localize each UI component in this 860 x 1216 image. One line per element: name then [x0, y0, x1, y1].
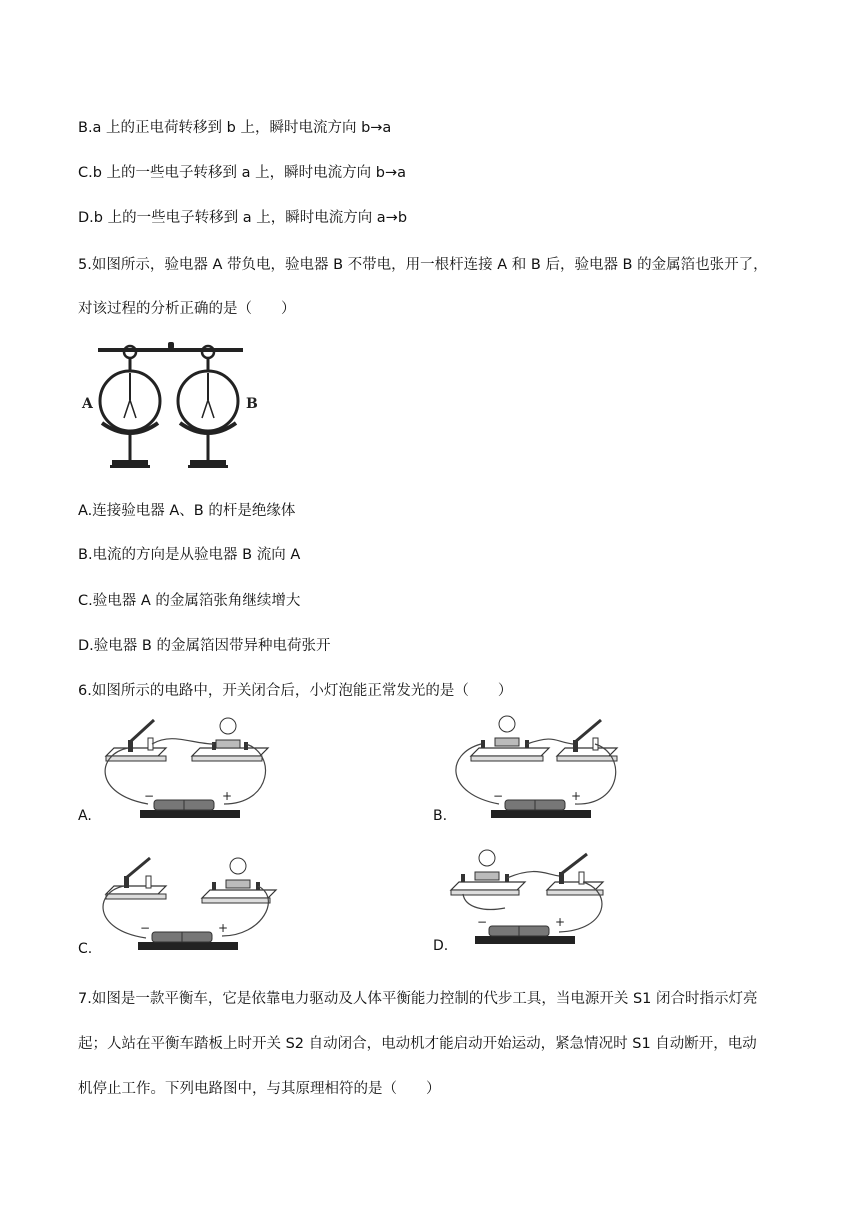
electroscope-b — [178, 346, 238, 468]
q4-option-d: D.b 上的一些电子转移到 a 上，瞬时电流方向 a→b — [78, 210, 408, 226]
electroscope-figure — [80, 338, 270, 473]
q5-option-a: A.连接验电器 A、B 的杆是绝缘体 — [78, 503, 296, 519]
minus-sign: − — [477, 915, 488, 929]
label-a: A — [82, 396, 93, 412]
q5-option-b: B.电流的方向是从验电器 B 流向 A — [78, 547, 301, 563]
q7-stem-line3: 机停止工作。下列电路图中，与其原理相符的是（ ） — [78, 1081, 441, 1097]
circuit-b — [445, 714, 630, 824]
q4-option-c: C.b 上的一些电子转移到 a 上，瞬时电流方向 b→a — [78, 165, 406, 181]
circuit-c — [92, 850, 282, 955]
circuit-b-letter: B. — [433, 808, 448, 824]
q5-option-d: D.验电器 B 的金属箔因带异种电荷张开 — [78, 638, 331, 654]
q5-stem-line2: 对该过程的分析正确的是（ ） — [78, 301, 296, 317]
q4-option-b: B.a 上的正电荷转移到 b 上，瞬时电流方向 b→a — [78, 120, 392, 136]
circuit-d-letter: D. — [433, 938, 449, 954]
q7-stem-line1: 7.如图是一款平衡车，它是依靠电力驱动及人体平衡能力控制的代步工具，当电源开关 S1 闭合时指示灯亮 — [78, 991, 758, 1007]
plus-sign: + — [218, 921, 229, 935]
q6-stem: 6.如图所示的电路中，开关闭合后，小灯泡能正常发光的是（ ） — [78, 683, 513, 699]
minus-sign: − — [144, 789, 155, 803]
plus-sign: + — [222, 789, 233, 803]
q5-option-c: C.验电器 A 的金属箔张角继续增大 — [78, 593, 301, 609]
plus-sign: + — [555, 915, 566, 929]
q5-stem-line1: 5.如图所示，验电器 A 带负电，验电器 B 不带电，用一根杆连接 A 和 B 后，验电器 B 的金属箔也张开了， — [78, 257, 768, 273]
circuit-a — [92, 714, 277, 824]
circuit-a-letter: A. — [78, 808, 92, 824]
circuit-c-letter: C. — [78, 941, 93, 957]
label-b: B — [246, 396, 258, 412]
q7-stem-line2: 起；人站在平衡车踏板上时开关 S2 自动闭合，电动机才能启动开始运动，紧急情况时 S1 自动断开，电动 — [78, 1036, 757, 1052]
circuit-d — [445, 846, 615, 951]
electroscope-a — [100, 346, 160, 468]
minus-sign: − — [140, 921, 151, 935]
plus-sign: + — [571, 789, 582, 803]
minus-sign: − — [493, 789, 504, 803]
